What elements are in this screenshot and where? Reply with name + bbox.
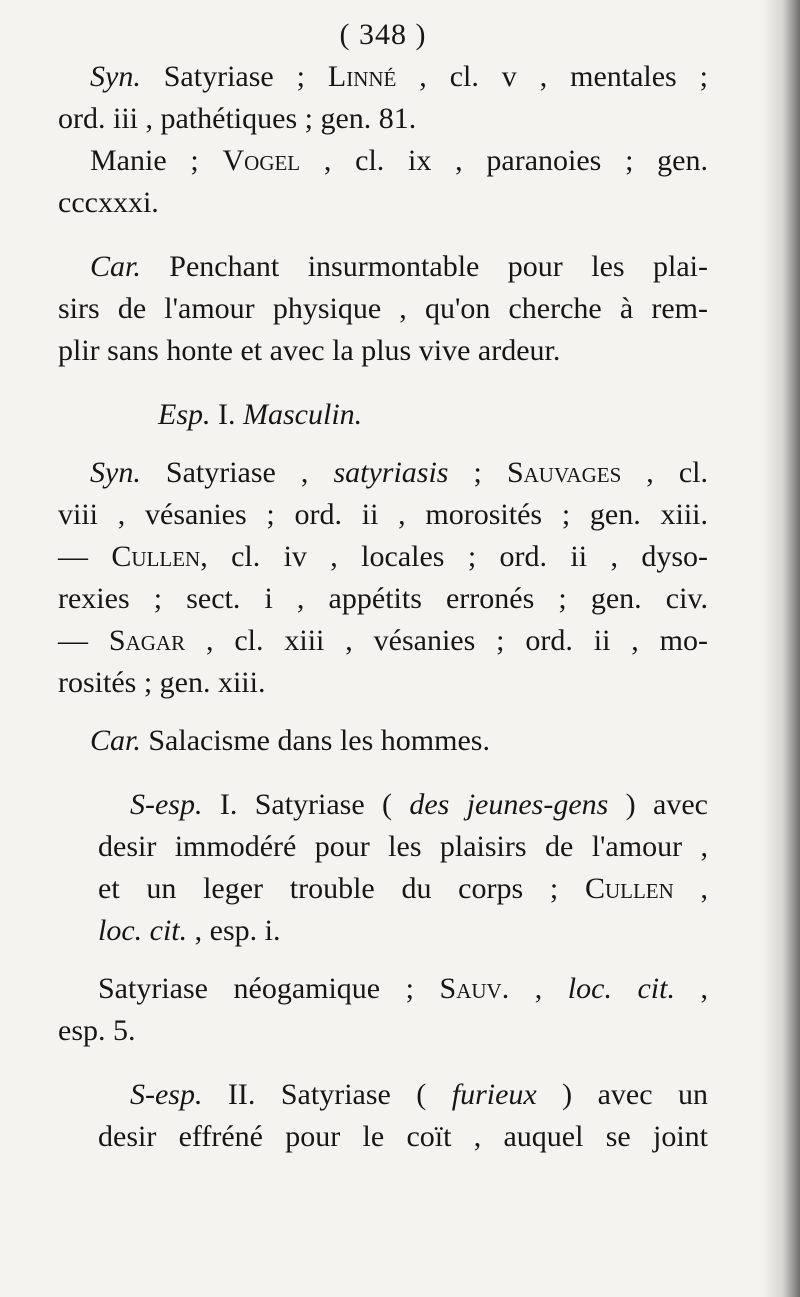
page-number: ( 348 ) (339, 18, 427, 51)
esp-syn-line-6: rosités ; gen. xiii. (58, 666, 266, 699)
car-line-1: Car. Penchant insurmontable pour les plai- (90, 250, 708, 283)
car-line-3: plir sans honte et avec la plus vive ardeur. (58, 334, 561, 367)
sesp2-line-2: desir effréné pour le coït , auquel se joint (98, 1120, 708, 1153)
car-line-2: sirs de l'amour physique , qu'on cherche à rem- (58, 292, 708, 325)
page-edge-shadow (762, 0, 800, 1297)
neogamique-line-1: Satyriase néogamique ; Sauv. , loc. cit. , (98, 972, 709, 1005)
esp-heading: Esp. I. Masculin. (158, 398, 363, 431)
esp-car-line: Car. Salacisme dans les hommes. (90, 724, 490, 757)
esp-syn-line-3: — Cullen, cl. iv , locales ; ord. ii , dyso- (58, 540, 709, 573)
sesp1-line-4: loc. cit. , esp. i. (98, 914, 281, 947)
sesp1-line-2: desir immodéré pour les plaisirs de l'amour , (98, 830, 708, 863)
esp-syn-line-2: viii , vésanies ; ord. ii , morosités ; gen. xiii. (58, 498, 708, 531)
esp-syn-line-5: — Sagar , cl. xiii , vésanies ; ord. ii , mo- (58, 624, 709, 657)
page-text (58, 18, 708, 1162)
syn-line-4: cccxxxi. (58, 186, 159, 219)
esp-syn-line-4: rexies ; sect. i , appétits erronés ; gen. civ. (58, 582, 708, 615)
syn-line-1: Syn. Satyriase ; Linné , cl. v , mentales ; (90, 60, 708, 93)
esp-syn-line-1: Syn. Satyriase , satyriasis ; Sauvages , cl. (90, 456, 709, 489)
syn-line-3: Manie ; Vogel , cl. ix , paranoies ; gen. (90, 144, 708, 177)
syn-line-2: ord. iii , pathétiques ; gen. 81. (58, 102, 417, 135)
sesp1-line-3: et un leger trouble du corps ; Cullen , (98, 872, 709, 905)
sesp2-line-1: S-esp. II. Satyriase ( furieux ) avec un (130, 1078, 709, 1111)
neogamique-line-2: esp. 5. (58, 1014, 136, 1047)
sesp1-line-1: S-esp. I. Satyriase ( des jeunes-gens ) avec (130, 788, 708, 821)
